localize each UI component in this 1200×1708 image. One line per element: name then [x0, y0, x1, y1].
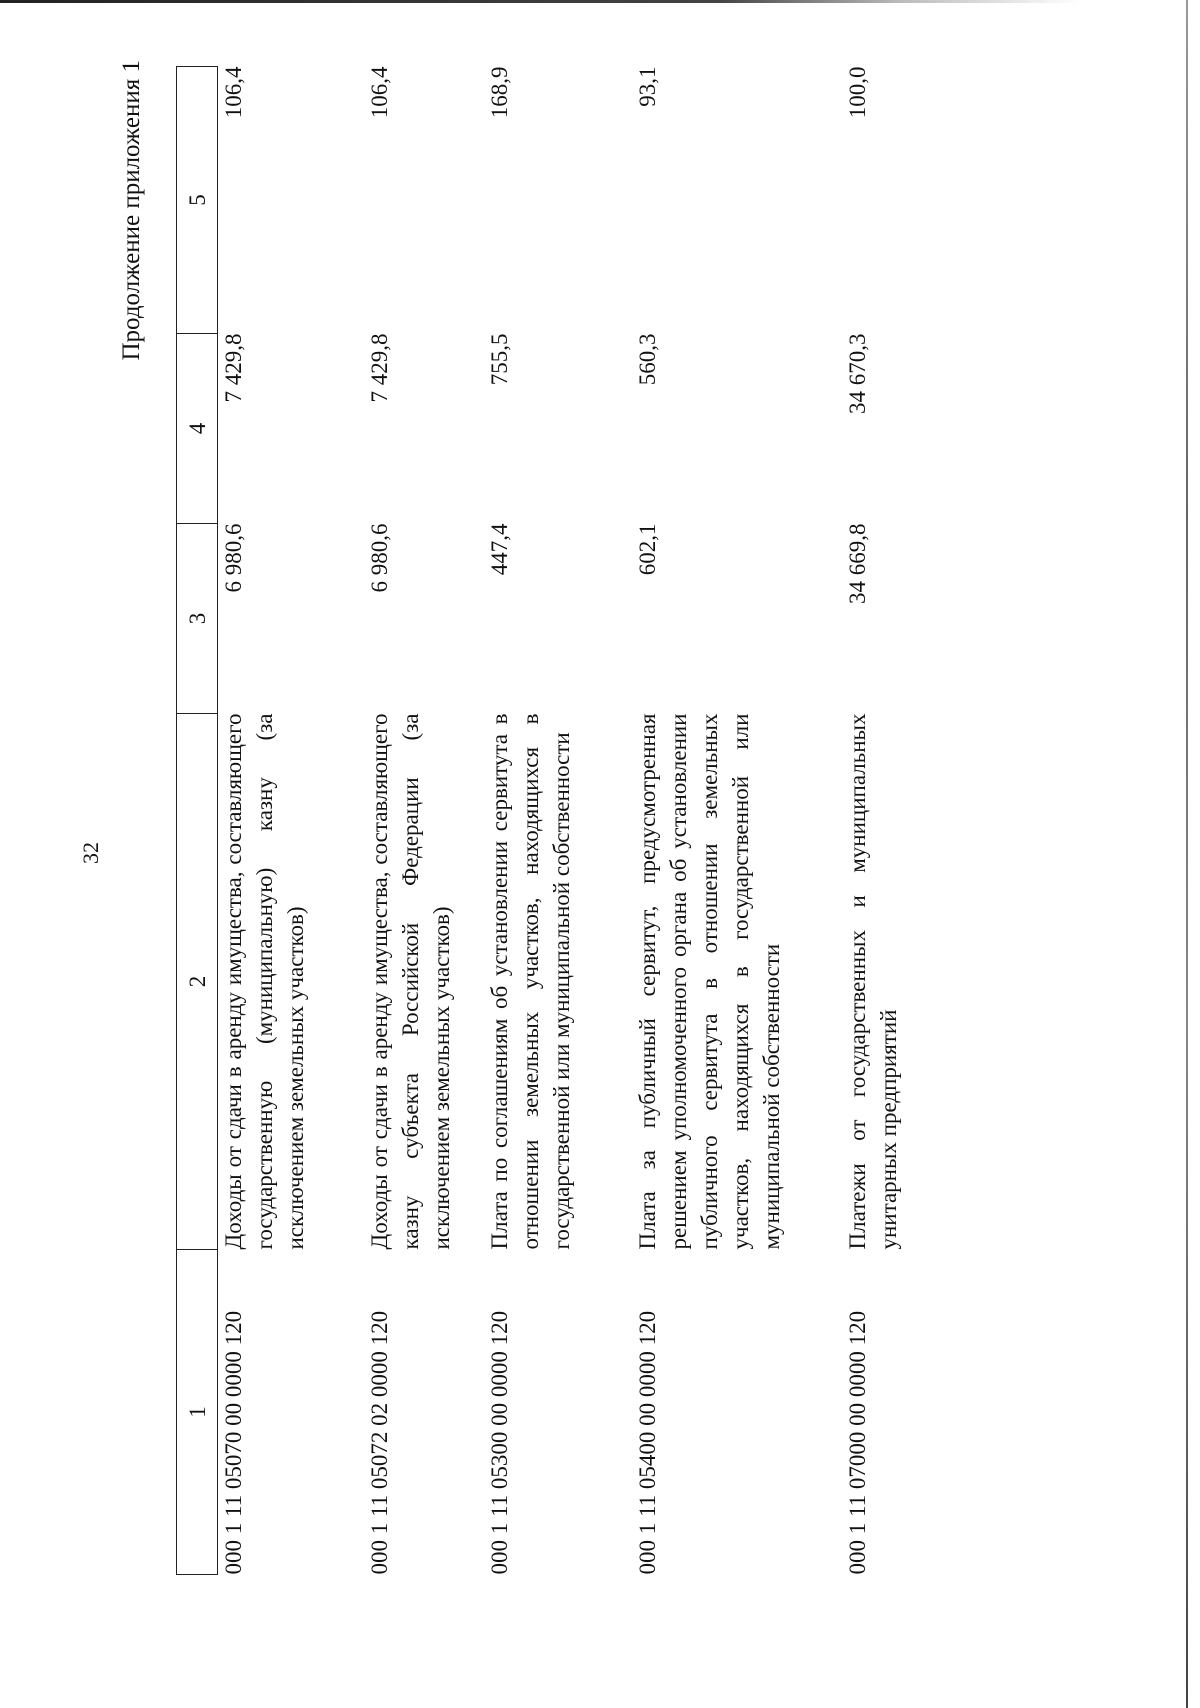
row-value-col5: 106,4: [221, 66, 246, 119]
page-number: 32: [78, 842, 103, 864]
row-value-col3: 6 980,6: [221, 523, 246, 593]
row-code: 000 1 11 05300 00 0000 120: [487, 1310, 512, 1575]
row-value-col3: 447,4: [487, 523, 512, 576]
row-value-col3: 6 980,6: [367, 523, 392, 593]
table-row: [364, 67, 484, 1575]
row-value-col4: 755,5: [487, 333, 512, 386]
row-description: Платежи от государственных и муниципальных унитарных предприятий: [845, 713, 901, 1250]
row-value-col4: 34 670,3: [845, 333, 870, 414]
header-col-3: 3: [177, 524, 218, 714]
table-row: [484, 67, 632, 1575]
row-value-col5: 100,0: [845, 66, 870, 119]
row-description: Доходы от сдачи в аренду имущества, составляющего казну субъекта Российской Федерации (за исключением земельных участков): [367, 713, 454, 1250]
row-code: 000 1 11 05070 00 0000 120: [221, 1310, 246, 1575]
table-row: [842, 67, 932, 1575]
row-value-col4: 560,3: [635, 333, 660, 386]
table-row: [218, 67, 365, 1575]
row-value-col5: 106,4: [367, 66, 392, 119]
row-value-col3: 602,1: [635, 523, 660, 576]
header-col-1: 1: [177, 1250, 218, 1575]
row-description: Плата за публичный сервитут, предусмотренная решением уполномоченного органа об установлении публичного сервитута в отношении земельных участков, находящихся в государственной или муниципальной собственности: [635, 713, 784, 1250]
row-value-col4: 7 429,8: [221, 333, 246, 403]
row-code: 000 1 11 05400 00 0000 120: [635, 1310, 660, 1575]
header-col-2: 2: [177, 714, 218, 1250]
row-description: Плата по соглашениям об установлении сервитута в отношении земельных участков, находящихся в государственной или муниципальной собственности: [487, 713, 574, 1250]
row-value-col5: 168,9: [487, 66, 512, 119]
header-col-5: 5: [177, 67, 218, 334]
table-row: [632, 67, 842, 1575]
row-value-col5: 93,1: [635, 66, 660, 107]
continuation-title: Продолжение приложения 1: [118, 60, 145, 361]
row-code: 000 1 11 07000 00 0000 120: [845, 1310, 870, 1575]
budget-table: [176, 66, 932, 1575]
row-code: 000 1 11 05072 02 0000 120: [367, 1310, 392, 1575]
table-header-row: [177, 67, 218, 1575]
row-value-col4: 7 429,8: [367, 333, 392, 403]
header-col-4: 4: [177, 334, 218, 524]
row-value-col3: 34 669,8: [845, 523, 870, 604]
row-description: Доходы от сдачи в аренду имущества, составляющего государственную (муниципальную) казну (за исключением земельных участков): [221, 713, 308, 1250]
